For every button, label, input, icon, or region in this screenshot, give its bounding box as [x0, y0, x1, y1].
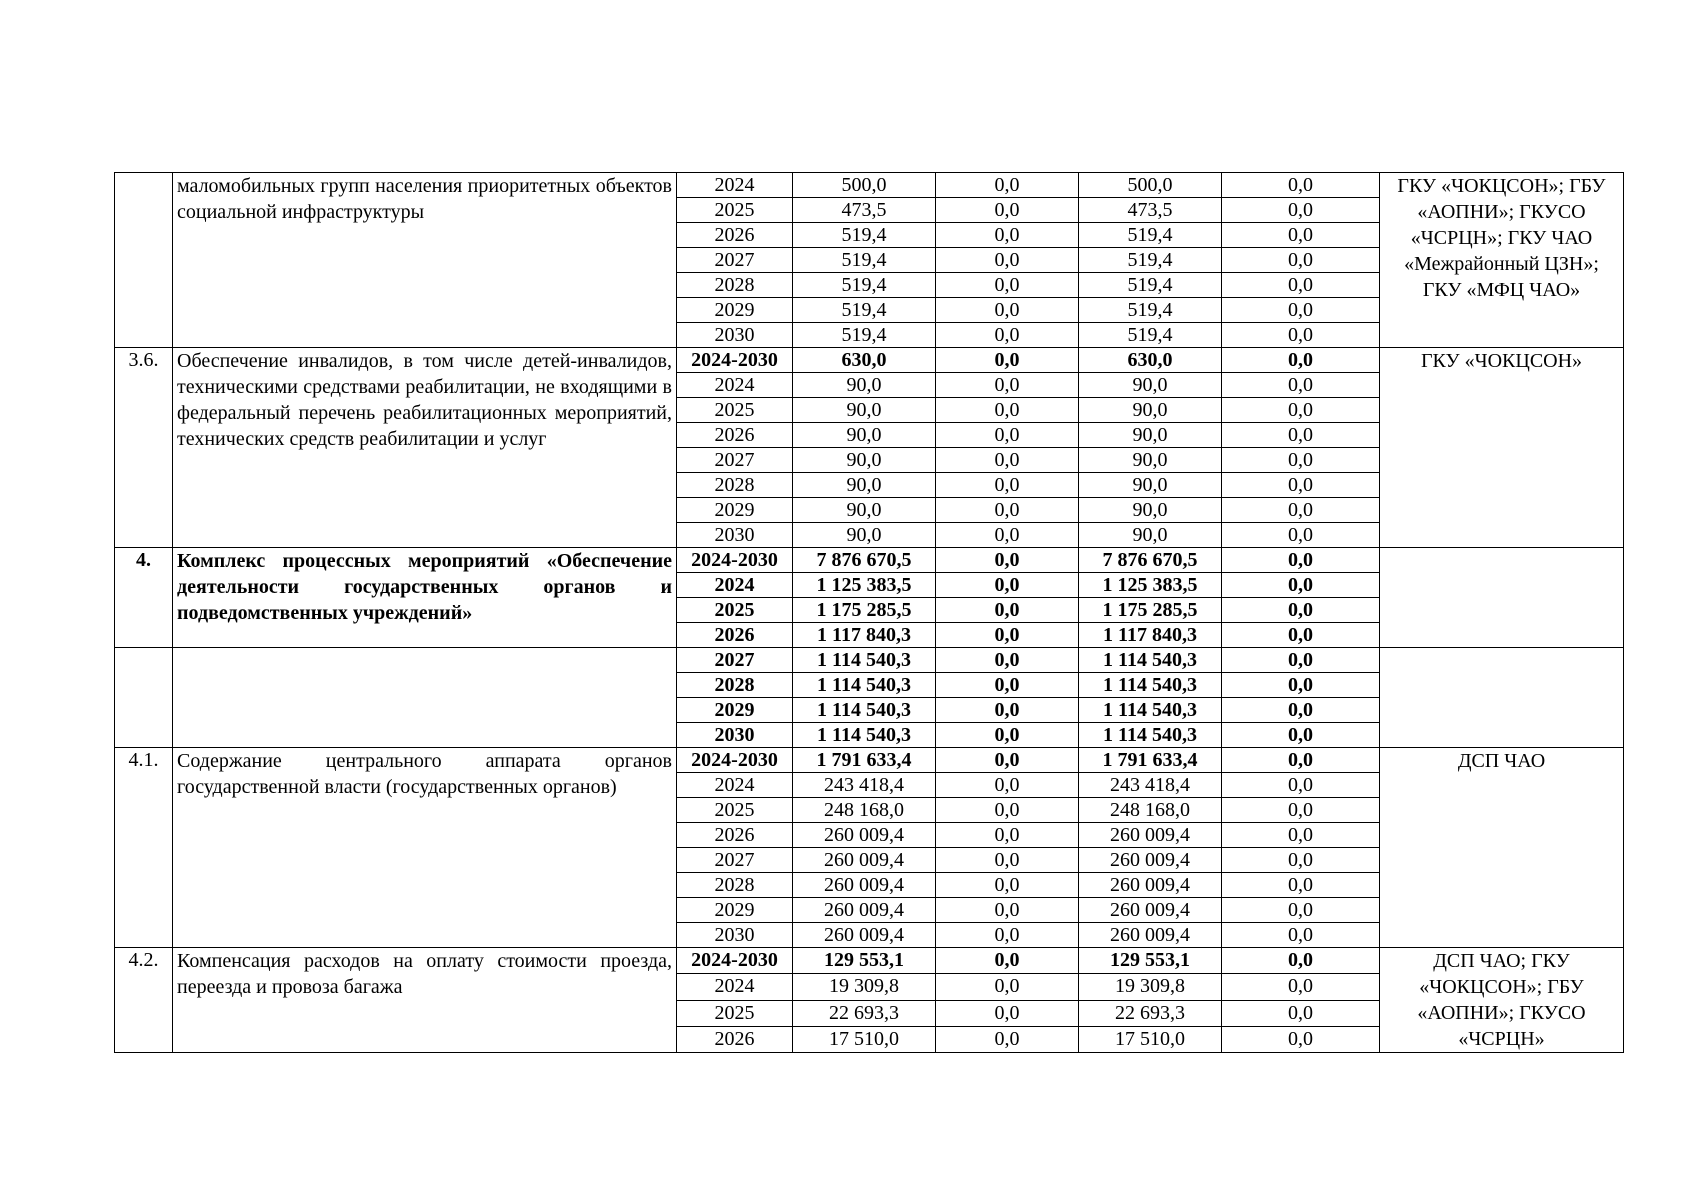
regional-budget-cell: 1 125 383,5 — [1079, 573, 1222, 598]
total-cell: 90,0 — [793, 473, 936, 498]
regional-budget-cell: 19 309,8 — [1079, 974, 1222, 1000]
federal-budget-cell: 0,0 — [936, 1026, 1079, 1052]
total-cell: 519,4 — [793, 323, 936, 348]
section-number — [115, 648, 173, 748]
year-cell: 2024 — [677, 974, 793, 1000]
regional-budget-cell: 22 693,3 — [1079, 1000, 1222, 1026]
other-sources-cell: 0,0 — [1222, 548, 1380, 573]
other-sources-cell: 0,0 — [1222, 373, 1380, 398]
year-cell: 2028 — [677, 673, 793, 698]
other-sources-cell: 0,0 — [1222, 723, 1380, 748]
year-cell: 2024 — [677, 373, 793, 398]
regional-budget-cell: 90,0 — [1079, 398, 1222, 423]
year-cell: 2026 — [677, 1026, 793, 1052]
federal-budget-cell: 0,0 — [936, 248, 1079, 273]
federal-budget-cell: 0,0 — [936, 1000, 1079, 1026]
federal-budget-cell: 0,0 — [936, 648, 1079, 673]
total-cell: 260 009,4 — [793, 823, 936, 848]
year-cell: 2024-2030 — [677, 548, 793, 573]
total-cell: 1 114 540,3 — [793, 648, 936, 673]
federal-budget-cell: 0,0 — [936, 223, 1079, 248]
table-body — [115, 173, 1624, 1053]
federal-budget-cell: 0,0 — [936, 698, 1079, 723]
other-sources-cell: 0,0 — [1222, 348, 1380, 373]
federal-budget-cell: 0,0 — [936, 448, 1079, 473]
other-sources-cell: 0,0 — [1222, 948, 1380, 974]
other-sources-cell: 0,0 — [1222, 798, 1380, 823]
federal-budget-cell: 0,0 — [936, 798, 1079, 823]
total-cell: 630,0 — [793, 348, 936, 373]
regional-budget-cell: 500,0 — [1079, 173, 1222, 198]
year-cell: 2026 — [677, 623, 793, 648]
year-cell: 2024-2030 — [677, 348, 793, 373]
section-number — [115, 173, 173, 348]
regional-budget-cell: 519,4 — [1079, 323, 1222, 348]
year-cell: 2025 — [677, 198, 793, 223]
year-cell: 2025 — [677, 598, 793, 623]
total-cell: 519,4 — [793, 223, 936, 248]
regional-budget-cell: 129 553,1 — [1079, 948, 1222, 974]
other-sources-cell: 0,0 — [1222, 523, 1380, 548]
total-cell: 17 510,0 — [793, 1026, 936, 1052]
other-sources-cell: 0,0 — [1222, 223, 1380, 248]
year-cell: 2027 — [677, 248, 793, 273]
year-cell: 2024-2030 — [677, 748, 793, 773]
federal-budget-cell: 0,0 — [936, 848, 1079, 873]
regional-budget-cell: 519,4 — [1079, 248, 1222, 273]
year-cell: 2025 — [677, 398, 793, 423]
total-cell: 22 693,3 — [793, 1000, 936, 1026]
total-cell: 1 791 633,4 — [793, 748, 936, 773]
regional-budget-cell: 519,4 — [1079, 298, 1222, 323]
regional-budget-cell: 260 009,4 — [1079, 898, 1222, 923]
year-cell: 2024-2030 — [677, 948, 793, 974]
other-sources-cell: 0,0 — [1222, 173, 1380, 198]
other-sources-cell: 0,0 — [1222, 623, 1380, 648]
other-sources-cell: 0,0 — [1222, 498, 1380, 523]
other-sources-cell: 0,0 — [1222, 448, 1380, 473]
regional-budget-cell: 1 117 840,3 — [1079, 623, 1222, 648]
total-cell: 1 175 285,5 — [793, 598, 936, 623]
year-cell: 2024 — [677, 773, 793, 798]
federal-budget-cell: 0,0 — [936, 623, 1079, 648]
year-cell: 2030 — [677, 923, 793, 948]
total-cell: 90,0 — [793, 498, 936, 523]
other-sources-cell: 0,0 — [1222, 898, 1380, 923]
federal-budget-cell: 0,0 — [936, 273, 1079, 298]
other-sources-cell: 0,0 — [1222, 823, 1380, 848]
total-cell: 1 125 383,5 — [793, 573, 936, 598]
total-cell: 1 114 540,3 — [793, 723, 936, 748]
federal-budget-cell: 0,0 — [936, 173, 1079, 198]
regional-budget-cell: 90,0 — [1079, 523, 1222, 548]
regional-budget-cell: 1 114 540,3 — [1079, 673, 1222, 698]
table-row — [115, 648, 1624, 673]
other-sources-cell: 0,0 — [1222, 1000, 1380, 1026]
federal-budget-cell: 0,0 — [936, 948, 1079, 974]
other-sources-cell: 0,0 — [1222, 1026, 1380, 1052]
executor-cell: ГКУ «ЧОКЦСОН» — [1380, 348, 1624, 548]
regional-budget-cell: 260 009,4 — [1079, 923, 1222, 948]
year-cell: 2030 — [677, 723, 793, 748]
total-cell: 1 114 540,3 — [793, 673, 936, 698]
total-cell: 248 168,0 — [793, 798, 936, 823]
section-number: 4.2. — [115, 948, 173, 1053]
section-number: 4.1. — [115, 748, 173, 948]
regional-budget-cell: 17 510,0 — [1079, 1026, 1222, 1052]
executor-cell: ДСП ЧАО; ГКУ «ЧОКЦСОН»; ГБУ «АОПНИ»; ГКУСО «ЧСРЦН» — [1380, 948, 1624, 1053]
table-row — [115, 173, 1624, 198]
total-cell: 243 418,4 — [793, 773, 936, 798]
other-sources-cell: 0,0 — [1222, 974, 1380, 1000]
year-cell: 2029 — [677, 698, 793, 723]
other-sources-cell: 0,0 — [1222, 423, 1380, 448]
year-cell: 2028 — [677, 473, 793, 498]
other-sources-cell: 0,0 — [1222, 673, 1380, 698]
other-sources-cell: 0,0 — [1222, 873, 1380, 898]
regional-budget-cell: 90,0 — [1079, 498, 1222, 523]
section-title: Содержание центрального аппарата органов государственной власти (государственных органов) — [173, 748, 677, 948]
total-cell: 90,0 — [793, 423, 936, 448]
total-cell: 260 009,4 — [793, 848, 936, 873]
year-cell: 2024 — [677, 173, 793, 198]
federal-budget-cell: 0,0 — [936, 873, 1079, 898]
executor-cell: ГКУ «ЧОКЦСОН»; ГБУ «АОПНИ»; ГКУСО «ЧСРЦН»; ГКУ ЧАО «Межрайонный ЦЗН»; ГКУ «МФЦ ЧАО» — [1380, 173, 1624, 348]
year-cell: 2030 — [677, 323, 793, 348]
year-cell: 2029 — [677, 498, 793, 523]
regional-budget-cell: 1 114 540,3 — [1079, 698, 1222, 723]
federal-budget-cell: 0,0 — [936, 498, 1079, 523]
regional-budget-cell: 243 418,4 — [1079, 773, 1222, 798]
other-sources-cell: 0,0 — [1222, 573, 1380, 598]
other-sources-cell: 0,0 — [1222, 198, 1380, 223]
federal-budget-cell: 0,0 — [936, 198, 1079, 223]
year-cell: 2025 — [677, 1000, 793, 1026]
federal-budget-cell: 0,0 — [936, 348, 1079, 373]
total-cell: 519,4 — [793, 248, 936, 273]
regional-budget-cell: 260 009,4 — [1079, 848, 1222, 873]
year-cell: 2027 — [677, 448, 793, 473]
section-number: 4. — [115, 548, 173, 648]
federal-budget-cell: 0,0 — [936, 573, 1079, 598]
executor-cell — [1380, 648, 1624, 748]
total-cell: 519,4 — [793, 298, 936, 323]
total-cell: 473,5 — [793, 198, 936, 223]
section-title — [173, 648, 677, 748]
regional-budget-cell: 248 168,0 — [1079, 798, 1222, 823]
total-cell: 90,0 — [793, 523, 936, 548]
total-cell: 90,0 — [793, 373, 936, 398]
other-sources-cell: 0,0 — [1222, 323, 1380, 348]
total-cell: 90,0 — [793, 398, 936, 423]
year-cell: 2028 — [677, 273, 793, 298]
total-cell: 500,0 — [793, 173, 936, 198]
year-cell: 2025 — [677, 798, 793, 823]
other-sources-cell: 0,0 — [1222, 248, 1380, 273]
federal-budget-cell: 0,0 — [936, 974, 1079, 1000]
federal-budget-cell: 0,0 — [936, 298, 1079, 323]
regional-budget-cell: 1 175 285,5 — [1079, 598, 1222, 623]
other-sources-cell: 0,0 — [1222, 923, 1380, 948]
total-cell: 7 876 670,5 — [793, 548, 936, 573]
total-cell: 260 009,4 — [793, 873, 936, 898]
other-sources-cell: 0,0 — [1222, 473, 1380, 498]
section-title: Компенсация расходов на оплату стоимости проезда, переезда и провоза багажа — [173, 948, 677, 1053]
regional-budget-cell: 1 114 540,3 — [1079, 648, 1222, 673]
federal-budget-cell: 0,0 — [936, 373, 1079, 398]
federal-budget-cell: 0,0 — [936, 598, 1079, 623]
budget-table — [114, 172, 1624, 1053]
regional-budget-cell: 260 009,4 — [1079, 873, 1222, 898]
regional-budget-cell: 519,4 — [1079, 223, 1222, 248]
federal-budget-cell: 0,0 — [936, 723, 1079, 748]
executor-cell: ДСП ЧАО — [1380, 748, 1624, 948]
regional-budget-cell: 1 791 633,4 — [1079, 748, 1222, 773]
total-cell: 519,4 — [793, 273, 936, 298]
total-cell: 260 009,4 — [793, 923, 936, 948]
total-cell: 19 309,8 — [793, 974, 936, 1000]
regional-budget-cell: 473,5 — [1079, 198, 1222, 223]
other-sources-cell: 0,0 — [1222, 398, 1380, 423]
total-cell: 1 117 840,3 — [793, 623, 936, 648]
federal-budget-cell: 0,0 — [936, 523, 1079, 548]
section-title: Комплекс процессных мероприятий «Обеспечение деятельности государственных органов и подведомственных учреждений» — [173, 548, 677, 648]
federal-budget-cell: 0,0 — [936, 398, 1079, 423]
year-cell: 2028 — [677, 873, 793, 898]
year-cell: 2027 — [677, 648, 793, 673]
other-sources-cell: 0,0 — [1222, 273, 1380, 298]
year-cell: 2029 — [677, 898, 793, 923]
regional-budget-cell: 519,4 — [1079, 273, 1222, 298]
year-cell: 2026 — [677, 423, 793, 448]
other-sources-cell: 0,0 — [1222, 698, 1380, 723]
federal-budget-cell: 0,0 — [936, 548, 1079, 573]
federal-budget-cell: 0,0 — [936, 473, 1079, 498]
total-cell: 260 009,4 — [793, 898, 936, 923]
total-cell: 129 553,1 — [793, 948, 936, 974]
other-sources-cell: 0,0 — [1222, 648, 1380, 673]
other-sources-cell: 0,0 — [1222, 598, 1380, 623]
regional-budget-cell: 90,0 — [1079, 473, 1222, 498]
federal-budget-cell: 0,0 — [936, 923, 1079, 948]
regional-budget-cell: 7 876 670,5 — [1079, 548, 1222, 573]
table-row — [115, 948, 1624, 974]
section-number: 3.6. — [115, 348, 173, 548]
federal-budget-cell: 0,0 — [936, 823, 1079, 848]
other-sources-cell: 0,0 — [1222, 298, 1380, 323]
year-cell: 2026 — [677, 223, 793, 248]
federal-budget-cell: 0,0 — [936, 423, 1079, 448]
other-sources-cell: 0,0 — [1222, 848, 1380, 873]
federal-budget-cell: 0,0 — [936, 773, 1079, 798]
federal-budget-cell: 0,0 — [936, 898, 1079, 923]
section-title: Обеспечение инвалидов, в том числе детей-инвалидов, техническими средствами реабилитации, не входящими в федеральный перечень реабилитационных мероприятий, технических средств реабилитации и услуг — [173, 348, 677, 548]
total-cell: 90,0 — [793, 448, 936, 473]
other-sources-cell: 0,0 — [1222, 748, 1380, 773]
regional-budget-cell: 90,0 — [1079, 423, 1222, 448]
regional-budget-cell: 90,0 — [1079, 373, 1222, 398]
total-cell: 1 114 540,3 — [793, 698, 936, 723]
federal-budget-cell: 0,0 — [936, 323, 1079, 348]
regional-budget-cell: 630,0 — [1079, 348, 1222, 373]
executor-cell — [1380, 548, 1624, 648]
federal-budget-cell: 0,0 — [936, 673, 1079, 698]
table-row — [115, 348, 1624, 373]
regional-budget-cell: 90,0 — [1079, 448, 1222, 473]
table-row — [115, 748, 1624, 773]
year-cell: 2026 — [677, 823, 793, 848]
year-cell: 2027 — [677, 848, 793, 873]
section-title: маломобильных групп населения приоритетных объектов социальной инфраструктуры — [173, 173, 677, 348]
regional-budget-cell: 1 114 540,3 — [1079, 723, 1222, 748]
year-cell: 2030 — [677, 523, 793, 548]
federal-budget-cell: 0,0 — [936, 748, 1079, 773]
year-cell: 2024 — [677, 573, 793, 598]
other-sources-cell: 0,0 — [1222, 773, 1380, 798]
regional-budget-cell: 260 009,4 — [1079, 823, 1222, 848]
year-cell: 2029 — [677, 298, 793, 323]
table-row — [115, 548, 1624, 573]
